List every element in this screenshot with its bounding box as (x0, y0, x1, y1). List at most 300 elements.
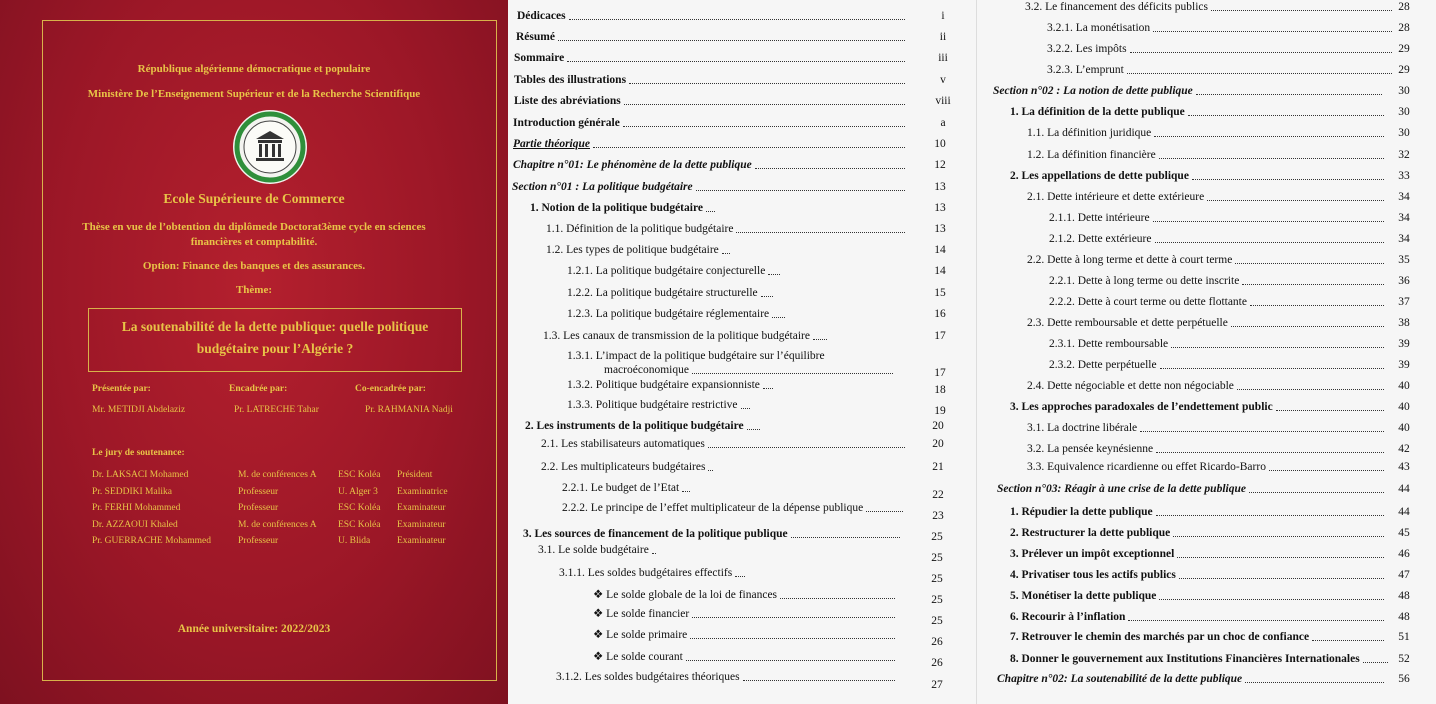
dot-leader (708, 447, 905, 448)
jury-role: Examinateur (397, 519, 446, 530)
toc-entry-title: ❖ Le solde primaire (593, 629, 688, 641)
toc-page-number: 38 (1398, 317, 1410, 329)
dot-leader (1155, 242, 1385, 243)
toc-page-number: 28 (1398, 22, 1410, 34)
jury-grade: Professeur (238, 503, 279, 513)
toc-page-number: viii (935, 95, 951, 107)
dot-leader (569, 19, 905, 20)
dot-leader (1127, 73, 1392, 74)
toc-entry[interactable] (1027, 253, 1387, 267)
toc-entry[interactable] (516, 30, 908, 44)
toc-page-left (508, 0, 976, 704)
toc-page-number: 44 (1398, 506, 1410, 518)
toc-page-number: 27 (931, 679, 943, 691)
encadree-name: Pr. LATRECHE Tahar (234, 405, 319, 415)
dot-leader (1188, 115, 1384, 116)
presentee-label: Présentée par: (92, 384, 151, 394)
toc-page-number: 18 (934, 384, 946, 396)
toc-entry[interactable] (525, 419, 763, 433)
toc-entry-title: 3.2. Le financement des déficits publics (1025, 1, 1208, 13)
toc-entry-title: ❖ Le solde financier (593, 608, 690, 620)
toc-entry-title: 1. Répudier la dette publique (1010, 506, 1153, 518)
toc-entry[interactable] (541, 437, 908, 451)
toc-entry[interactable] (1010, 568, 1387, 582)
toc-entry[interactable] (1049, 295, 1387, 309)
toc-page-number: 44 (1398, 483, 1410, 495)
jury-name: Pr. FERHI Mohammed (92, 503, 181, 513)
toc-entry[interactable] (567, 378, 776, 392)
toc-entry-title: 5. Monétiser la dette publique (1010, 590, 1157, 602)
ministere-line: Ministère De l’Enseignement Supérieur et de la Recherche Scientifique (87, 88, 421, 100)
toc-entry[interactable] (1027, 460, 1387, 474)
dot-leader (623, 126, 905, 127)
toc-page-number: 25 (931, 573, 943, 585)
toc-entry[interactable] (562, 481, 693, 495)
toc-page-number: 39 (1398, 338, 1410, 350)
toc-page-number: 25 (931, 552, 943, 564)
toc-entry-title: 1. Notion de la politique budgétaire (530, 202, 703, 214)
toc-entry[interactable] (546, 222, 908, 236)
toc-page-number: 30 (1398, 127, 1410, 139)
jury-inst: U. Blida (338, 536, 371, 546)
toc-page-number: 48 (1398, 590, 1410, 602)
toc-page-number: 34 (1398, 212, 1410, 224)
toc-page-number: 40 (1398, 401, 1410, 413)
toc-entry-title: 8. Donner le gouvernement aux Institutions Financières Internationales (1010, 653, 1360, 665)
toc-entry-title: 1.2. La définition financière (1027, 149, 1156, 161)
toc-entry[interactable] (538, 543, 655, 557)
dot-leader (1179, 578, 1384, 579)
jury-grade: M. de conférences A (238, 519, 317, 530)
toc-page-number: 43 (1398, 461, 1410, 473)
toc-page-number: 13 (934, 202, 946, 214)
toc-entry-title: 1.2.3. La politique budgétaire réglementaire (567, 308, 770, 320)
toc-entry[interactable] (567, 286, 776, 300)
dot-leader (1171, 347, 1384, 348)
dot-leader (736, 232, 905, 233)
toc-page-number: ii (939, 31, 947, 43)
coencadree-name: Pr. RAHMANIA Nadji (365, 405, 453, 415)
toc-entry[interactable] (1010, 589, 1387, 603)
toc-entry[interactable] (541, 460, 716, 474)
toc-entry[interactable] (1010, 652, 1391, 666)
option-line: Option: Finance des banques et des assurances. (142, 260, 366, 272)
jury-name: Pr. SEDDIKI Malika (92, 486, 172, 497)
toc-page-number: 32 (1398, 149, 1410, 161)
toc-entry-title: 3.1. Le solde budgétaire (538, 544, 649, 556)
toc-entry-title: 2.3.1. Dette remboursable (1049, 338, 1169, 350)
toc-entry-title: 3.2.3. L’emprunt (1047, 64, 1124, 76)
toc-page-number: 40 (1398, 422, 1410, 434)
toc-page-number: 48 (1398, 611, 1410, 623)
these-line-2: financières et comptabilité. (190, 236, 318, 248)
dot-leader (1245, 682, 1384, 683)
toc-entry-title: Liste des abréviations (514, 95, 621, 107)
dot-leader (1130, 52, 1392, 53)
dot-leader (629, 83, 905, 84)
toc-page-number: 36 (1398, 275, 1410, 287)
toc-page-number: 25 (931, 615, 943, 627)
toc-entry[interactable] (1027, 379, 1387, 393)
toc-entry-title: Section n°01 : La politique budgétaire (512, 181, 693, 193)
toc-page-number: 17 (934, 330, 946, 342)
toc-entry[interactable] (1027, 190, 1387, 204)
toc-entry[interactable] (513, 158, 908, 172)
toc-entry[interactable] (1049, 337, 1387, 351)
dot-leader (768, 274, 780, 275)
toc-entry[interactable] (546, 243, 733, 257)
ecole-title: Ecole Supérieure de Commerce (163, 191, 345, 206)
toc-page-number: 29 (1398, 64, 1410, 76)
toc-entry[interactable] (530, 201, 718, 215)
toc-page-number: 25 (931, 531, 943, 543)
dot-leader (682, 491, 690, 492)
toc-entry[interactable] (543, 329, 830, 343)
toc-page-number: 39 (1398, 359, 1410, 371)
dot-leader (567, 61, 905, 62)
toc-page-number: 30 (1398, 85, 1410, 97)
dot-leader (1207, 200, 1384, 201)
dot-leader (791, 537, 900, 538)
dot-leader (1140, 431, 1384, 432)
toc-entry[interactable] (1047, 63, 1395, 77)
toc-entry[interactable] (593, 607, 898, 621)
toc-page-number: 20 (932, 438, 944, 450)
toc-entry[interactable] (1047, 21, 1395, 35)
toc-entry[interactable] (523, 527, 903, 541)
dot-leader (735, 576, 745, 577)
toc-page-number: 35 (1398, 254, 1410, 266)
dot-leader (755, 168, 905, 169)
toc-entry-title: Tables des illustrations (514, 74, 627, 86)
toc-entry[interactable] (556, 670, 898, 684)
dot-leader (1160, 368, 1384, 369)
toc-page-number: 37 (1398, 296, 1410, 308)
toc-entry[interactable] (593, 650, 898, 664)
toc-page-number: i (941, 10, 945, 22)
toc-entry-title: 2.2. Dette à long terme et dette à court terme (1027, 254, 1233, 266)
dot-leader (1153, 221, 1384, 222)
republique-line: République algérienne démocratique et populaire (137, 63, 371, 75)
toc-entry[interactable] (567, 349, 896, 377)
toc-entry-title: Résumé (516, 31, 555, 43)
dot-leader (690, 638, 895, 639)
toc-entry-title: 1.3.2. Politique budgétaire expansionniste (567, 379, 760, 391)
toc-page-number: 25 (931, 594, 943, 606)
toc-entry[interactable] (1010, 169, 1387, 183)
toc-page-number: 22 (932, 489, 944, 501)
dot-leader (722, 253, 730, 254)
toc-entry-title: 1.3.3. Politique budgétaire restrictive (567, 399, 738, 411)
toc-page-number: 14 (934, 244, 946, 256)
jury-grade: Professeur (238, 536, 279, 546)
toc-page-number: 12 (934, 159, 946, 171)
toc-page-number: 23 (932, 510, 944, 522)
toc-entry[interactable] (517, 9, 908, 23)
toc-page-right (976, 0, 1436, 704)
toc-entry-title: 2. Les instruments de la politique budgétaire (525, 420, 744, 432)
toc-entry-title: 1.3. Les canaux de transmission de la politique budgétaire (543, 330, 810, 342)
dot-leader (1231, 326, 1384, 327)
dot-leader (692, 617, 895, 618)
toc-page-number: 42 (1398, 443, 1410, 455)
dot-leader (1312, 640, 1384, 641)
toc-page-number: 45 (1398, 527, 1410, 539)
dot-leader (1242, 284, 1384, 285)
jury-grade: Professeur (238, 486, 279, 497)
toc-entry[interactable] (1049, 274, 1387, 288)
toc-entry[interactable] (1025, 0, 1395, 14)
toc-entry[interactable] (593, 628, 898, 642)
dot-leader (813, 339, 827, 340)
toc-entry[interactable] (1010, 630, 1387, 644)
toc-page-number: 33 (1398, 170, 1410, 182)
toc-page-number: 28 (1398, 1, 1410, 13)
toc-entry-title: 1.1. Définition de la politique budgétaire (546, 223, 734, 235)
toc-entry-title: 1. La définition de la dette publique (1010, 106, 1185, 118)
thesis-cover (0, 0, 508, 704)
toc-entry[interactable] (1010, 105, 1387, 119)
toc-entry-title: Introduction générale (513, 117, 620, 129)
toc-page-number: 26 (931, 636, 943, 648)
dot-leader (1156, 515, 1384, 516)
toc-page-number: 20 (932, 420, 944, 432)
dot-leader (1128, 620, 1384, 621)
toc-entry[interactable] (513, 116, 908, 130)
toc-page-number: 17 (934, 367, 946, 379)
toc-entry-title: 2.3.2. Dette perpétuelle (1049, 359, 1157, 371)
toc-entry-title: Chapitre n°02: La soutenabilité de la dette publique (997, 673, 1243, 685)
toc-page-number: 16 (934, 308, 946, 320)
toc-entry[interactable] (512, 180, 908, 194)
dot-leader (1173, 536, 1384, 537)
dot-leader (780, 598, 895, 599)
toc-page-number: 34 (1398, 233, 1410, 245)
toc-page-number: iii (938, 52, 948, 64)
annee-line: Année universitaire: 2022/2023 (177, 623, 331, 635)
toc-entry-title: 1.2.1. La politique budgétaire conjecturelle (567, 265, 766, 277)
dot-leader (1153, 31, 1392, 32)
dot-leader (558, 40, 905, 41)
dot-leader (1156, 452, 1384, 453)
dot-leader (1235, 263, 1384, 264)
toc-entry-title: 3.2.2. Les impôts (1047, 43, 1127, 55)
jury-inst: U. Alger 3 (338, 486, 378, 497)
toc-entry-title: 2.3. Dette remboursable et dette perpétuelle (1027, 317, 1228, 329)
school-logo (232, 109, 308, 185)
dot-leader (747, 429, 760, 430)
toc-entry[interactable] (1010, 505, 1387, 519)
toc-page-number: v (940, 74, 946, 86)
dot-leader (652, 553, 656, 554)
dot-leader (1249, 492, 1384, 493)
jury-inst: ESC Koléa (338, 519, 381, 530)
toc-entry[interactable] (567, 264, 783, 278)
dot-leader (593, 147, 905, 148)
coencadree-label: Co-encadrée par: (355, 384, 426, 394)
toc-entry[interactable] (567, 398, 753, 412)
toc-entry[interactable] (997, 672, 1387, 686)
dot-leader (1177, 557, 1384, 558)
toc-entry-title: 2.1. Les stabilisateurs automatiques (541, 438, 705, 450)
dot-leader (692, 373, 893, 374)
toc-entry-title: 3.1. La doctrine libérale (1027, 422, 1138, 434)
toc-entry-title: 3.2. La pensée keynésienne (1027, 443, 1154, 455)
toc-entry-title: 3. Les approches paradoxales de l’endettement public (1010, 401, 1273, 413)
toc-entry[interactable] (559, 566, 748, 580)
jury-role: Examinateur (397, 536, 446, 546)
toc-entry[interactable] (1027, 421, 1387, 435)
jury-inst: ESC Koléa (338, 470, 381, 480)
toc-page-number: 10 (934, 138, 946, 150)
toc-entry-title: 6. Recourir à l’inflation (1010, 611, 1126, 623)
dot-leader (1159, 599, 1384, 600)
dot-leader (1154, 136, 1384, 137)
toc-entry-title: Sommaire (514, 52, 565, 64)
dot-leader (772, 317, 785, 318)
toc-page-number: 47 (1398, 569, 1410, 581)
dot-leader (761, 296, 773, 297)
toc-entry-title: Section n°03: Réagir à une crise de la dette publique (997, 483, 1246, 495)
toc-entry-title: 2. Les appellations de dette publique (1010, 170, 1189, 182)
toc-entry-title: 3.2.1. La monétisation (1047, 22, 1151, 34)
dot-leader (866, 511, 903, 512)
toc-entry-title: 2.2. Les multiplicateurs budgétaires (541, 461, 706, 473)
jury-name: Dr. LAKSACI Mohamed (92, 470, 189, 480)
toc-entry-title: 3. Les sources de financement de la politique publique (523, 528, 788, 540)
toc-entry[interactable] (514, 51, 908, 65)
toc-entry[interactable] (514, 94, 908, 108)
toc-entry-title: 2.1.2. Dette extérieure (1049, 233, 1152, 245)
toc-entry-title: 2.2.2. Le principe de l’effet multiplicateur de la dépense publique (562, 502, 864, 514)
jury-name: Pr. GUERRACHE Mohammed (92, 536, 212, 546)
dot-leader (1276, 410, 1384, 411)
presentee-name: Mr. METIDJI Abdelaziz (92, 405, 186, 415)
toc-entry-title: ❖ Le solde globale de la loi de finances (593, 589, 778, 601)
toc-entry[interactable] (1027, 442, 1387, 456)
dot-leader (1159, 158, 1384, 159)
toc-entry[interactable] (1047, 42, 1395, 56)
toc-entry[interactable] (1010, 400, 1387, 414)
dot-leader (1196, 94, 1382, 95)
toc-page-number: 19 (934, 405, 946, 417)
toc-entry-title: 1.3.1. L’impact de la politique budgétaire sur l’équilibre (567, 350, 825, 362)
toc-page-number: 46 (1398, 548, 1410, 560)
dot-leader (1250, 305, 1384, 306)
toc-entry-title: 2.2.1. Dette à long terme ou dette inscrite (1049, 275, 1240, 287)
toc-entry[interactable] (562, 501, 906, 515)
toc-entry[interactable] (1049, 358, 1387, 372)
toc-page-number: 14 (934, 265, 946, 277)
toc-page-number: 40 (1398, 380, 1410, 392)
toc-entry[interactable] (513, 137, 908, 151)
toc-entry-title: ❖ Le solde courant (593, 651, 683, 663)
dot-leader (624, 104, 905, 105)
toc-page-number: a (940, 117, 946, 129)
toc-entry-title: 3.1.1. Les soldes budgétaires effectifs (559, 567, 733, 579)
jury-label: Le jury de soutenance: (92, 448, 185, 458)
dot-leader (686, 660, 895, 661)
toc-entry-title: 2.2.2. Dette à court terme ou dette flottante (1049, 296, 1247, 308)
dot-leader (1237, 389, 1384, 390)
toc-entry-title: 2.2.1. Le budget de l’Etat (562, 482, 680, 494)
toc-entry-title: 2.1.1. Dette intérieure (1049, 212, 1150, 224)
toc-entry-title: Partie théorique (513, 138, 590, 150)
toc-page-number: 29 (1398, 43, 1410, 55)
toc-entry-title: 1.1. La définition juridique (1027, 127, 1152, 139)
dot-leader (696, 190, 905, 191)
toc-entry[interactable] (1027, 126, 1387, 140)
toc-entry-title: 3.1.2. Les soldes budgétaires théoriques (556, 671, 740, 683)
jury-role: Examinatrice (397, 486, 448, 497)
toc-page-number: 52 (1398, 653, 1410, 665)
dot-leader (1363, 662, 1388, 663)
toc-entry[interactable] (593, 588, 898, 602)
encadree-label: Encadrée par: (229, 384, 288, 394)
toc-entry-title: 2.4. Dette négociable et dette non négociable (1027, 380, 1234, 392)
theme-line-1: La soutenabilité de la dette publique: quelle politique (121, 319, 429, 334)
toc-page-number: 34 (1398, 191, 1410, 203)
toc-entry[interactable] (514, 73, 908, 87)
toc-entry[interactable] (1027, 148, 1387, 162)
toc-entry-title: 2.1. Dette intérieure et dette extérieure (1027, 191, 1205, 203)
theme-label: Thème: (235, 284, 273, 296)
toc-page-number: 21 (932, 461, 944, 473)
theme-line-2: budgétaire pour l’Algérie ? (196, 341, 354, 356)
toc-page-number: 30 (1398, 106, 1410, 118)
toc-entry[interactable] (1049, 211, 1387, 225)
theme-box (88, 308, 462, 372)
dot-leader (743, 680, 895, 681)
toc-page-number: 56 (1398, 673, 1410, 685)
dot-leader (1211, 10, 1392, 11)
toc-entry[interactable] (1010, 547, 1387, 561)
toc-entry-title: Chapitre n°01: Le phénomène de la dette publique (513, 159, 752, 171)
dot-leader (1269, 470, 1384, 471)
toc-page-number: 13 (934, 181, 946, 193)
toc-entry-title: 1.2. Les types de politique budgétaire (546, 244, 719, 256)
toc-entry-title: 3.3. Equivalence ricardienne ou effet Ricardo-Barro (1027, 461, 1266, 473)
dot-leader (741, 408, 750, 409)
toc-entry-title: 1.2.2. La politique budgétaire structurelle (567, 287, 758, 299)
toc-entry-title: 3. Prélever un impôt exceptionnel (1010, 548, 1175, 560)
toc-entry-title: 2. Restructurer la dette publique (1010, 527, 1171, 539)
dot-leader (1192, 179, 1384, 180)
toc-entry[interactable] (993, 84, 1385, 98)
toc-entry[interactable] (567, 307, 788, 321)
toc-entry[interactable] (1010, 526, 1387, 540)
toc-page-number: 51 (1398, 631, 1410, 643)
jury-role: Président (397, 470, 433, 480)
toc-entry[interactable] (1027, 316, 1387, 330)
toc-entry-title: 4. Privatiser tous les actifs publics (1010, 569, 1176, 581)
toc-entry[interactable] (1010, 610, 1387, 624)
these-line-1: Thèse en vue de l’obtention du diplômede Doctorat3ème cycle en sciences (82, 221, 426, 233)
jury-name: Dr. AZZAOUI Khaled (92, 519, 178, 530)
toc-entry[interactable] (997, 482, 1387, 496)
dot-leader (708, 470, 713, 471)
toc-page-number: 15 (934, 287, 946, 299)
toc-entry-title: 7. Retrouver le chemin des marchés par un choc de confiance (1010, 631, 1310, 643)
toc-entry[interactable] (1049, 232, 1387, 246)
jury-role: Examinateur (397, 503, 446, 513)
jury-grade: M. de conférences A (238, 470, 317, 480)
dot-leader (763, 388, 773, 389)
toc-entry-title-continued: macroéconomique (604, 364, 689, 376)
jury-inst: ESC Koléa (338, 503, 381, 513)
toc-entry-title: Section n°02 : La notion de dette publique (993, 85, 1193, 97)
toc-entry-title: Dédicaces (517, 10, 566, 22)
